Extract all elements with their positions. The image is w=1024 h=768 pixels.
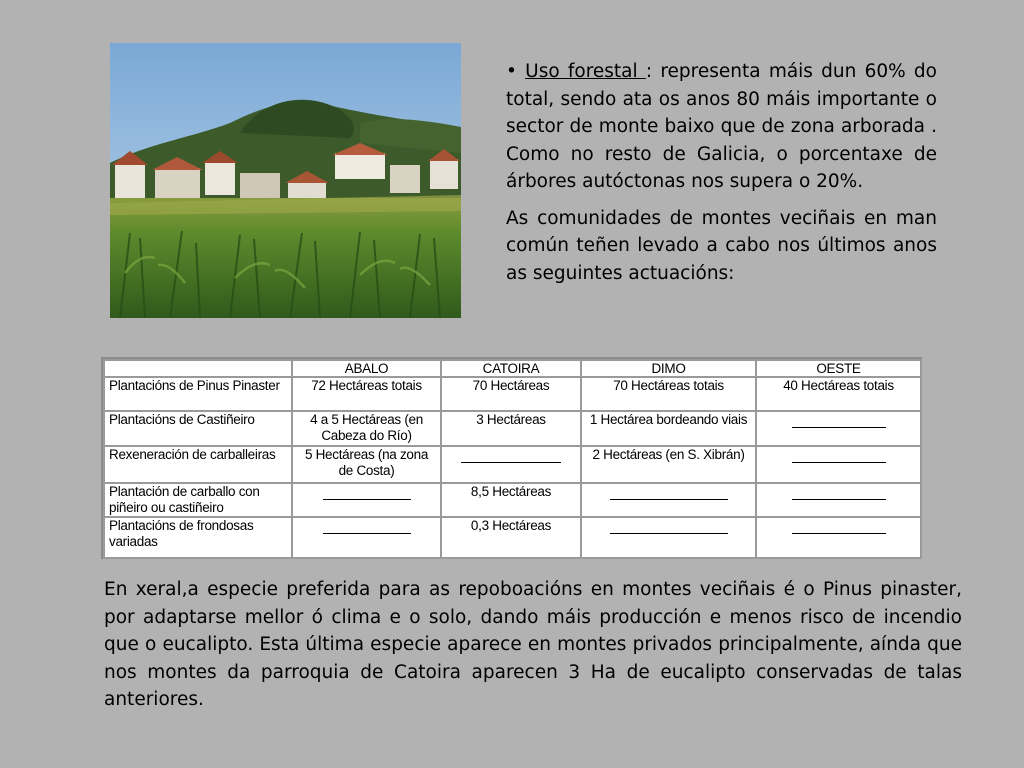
row-label: Plantacións de Castiñeiro [104, 411, 292, 446]
blank-line [323, 499, 411, 500]
intro-paragraph-1-text: : representa máis dun 60% do total, sendo ata os anos 80 máis importante o sector de monte baixo que de zona arborada . Como no resto de Galicia, o porcentaxe de árbores autóctonas nos supera o 20%. [506, 61, 937, 192]
row-label: Plantacións de Pinus Pinaster [104, 377, 292, 411]
empty-cell [292, 517, 441, 558]
blank-line [792, 533, 886, 534]
blank-line [610, 533, 728, 534]
outro-text [104, 576, 962, 714]
blank-line [610, 499, 728, 500]
outro-paragraph: En xeral,a especie preferida para as repoboacións en montes veciñais é o Pinus pinaster, por adaptarse mellor ó clima e o solo, dando máis producción e menos risco de incendio que o eucalipto. Esta última especie aparece en montes privados principalmente, aínda que nos montes da parroquia de Catoira aparecen 3 Ha de eucalipto conservadas de talas anteriores. [104, 579, 962, 710]
table-cell: 2 Hectáreas (en S. Xibrán) [581, 446, 756, 483]
column-header-oeste: OESTE [756, 360, 921, 377]
table-cell: 70 Hectáreas [441, 377, 581, 411]
table-cell: 72 Hectáreas totais [292, 377, 441, 411]
table-cell: 5 Hectáreas (na zona de Costa) [292, 446, 441, 483]
empty-cell [441, 446, 581, 483]
actions-table [101, 357, 922, 559]
table-row [104, 483, 921, 517]
table-row [104, 446, 921, 483]
empty-cell [756, 411, 921, 446]
blank-line [792, 427, 886, 428]
row-label: Plantación de carballo con piñeiro ou castiñeiro [104, 483, 292, 517]
table-cell: 70 Hectáreas totais [581, 377, 756, 411]
blank-line [792, 499, 886, 500]
empty-cell [581, 517, 756, 558]
village-cornfield-photo [110, 43, 461, 318]
empty-cell [756, 517, 921, 558]
intro-text [506, 58, 937, 296]
blank-line [323, 533, 411, 534]
empty-cell [581, 483, 756, 517]
empty-cell [292, 483, 441, 517]
table-cell: 0,3 Hectáreas [441, 517, 581, 558]
empty-cell [756, 446, 921, 483]
table-row [104, 517, 921, 558]
column-header-abalo: ABALO [292, 360, 441, 377]
column-header-catoira: CATOIRA [441, 360, 581, 377]
table-header-row [104, 360, 921, 377]
column-header-dimo: DIMO [581, 360, 756, 377]
column-header [104, 360, 292, 377]
intro-paragraph-2: As comunidades de montes veciñais en man común teñen levado a cabo nos últimos anos as seguintes actuacións: [506, 207, 937, 284]
table-cell: 8,5 Hectáreas [441, 483, 581, 517]
table-cell: 4 a 5 Hectáreas (en Cabeza do Río) [292, 411, 441, 446]
photo-illustration [110, 43, 461, 318]
table-row [104, 377, 921, 411]
row-label: Rexeneración de carballeiras [104, 446, 292, 483]
blank-line [461, 462, 561, 463]
blank-line [792, 462, 886, 463]
actions-table-grid [103, 359, 922, 559]
row-label: Plantacións de frondosas variadas [104, 517, 292, 558]
intro-paragraph-1 [506, 58, 937, 196]
table-row [104, 411, 921, 446]
table-cell: 3 Hectáreas [441, 411, 581, 446]
table-cell: 1 Hectárea bordeando viais [581, 411, 756, 446]
bullet: • [506, 61, 517, 82]
keyword-uso-forestal: Uso forestal [525, 61, 646, 82]
empty-cell [756, 483, 921, 517]
table-cell: 40 Hectáreas totais [756, 377, 921, 411]
